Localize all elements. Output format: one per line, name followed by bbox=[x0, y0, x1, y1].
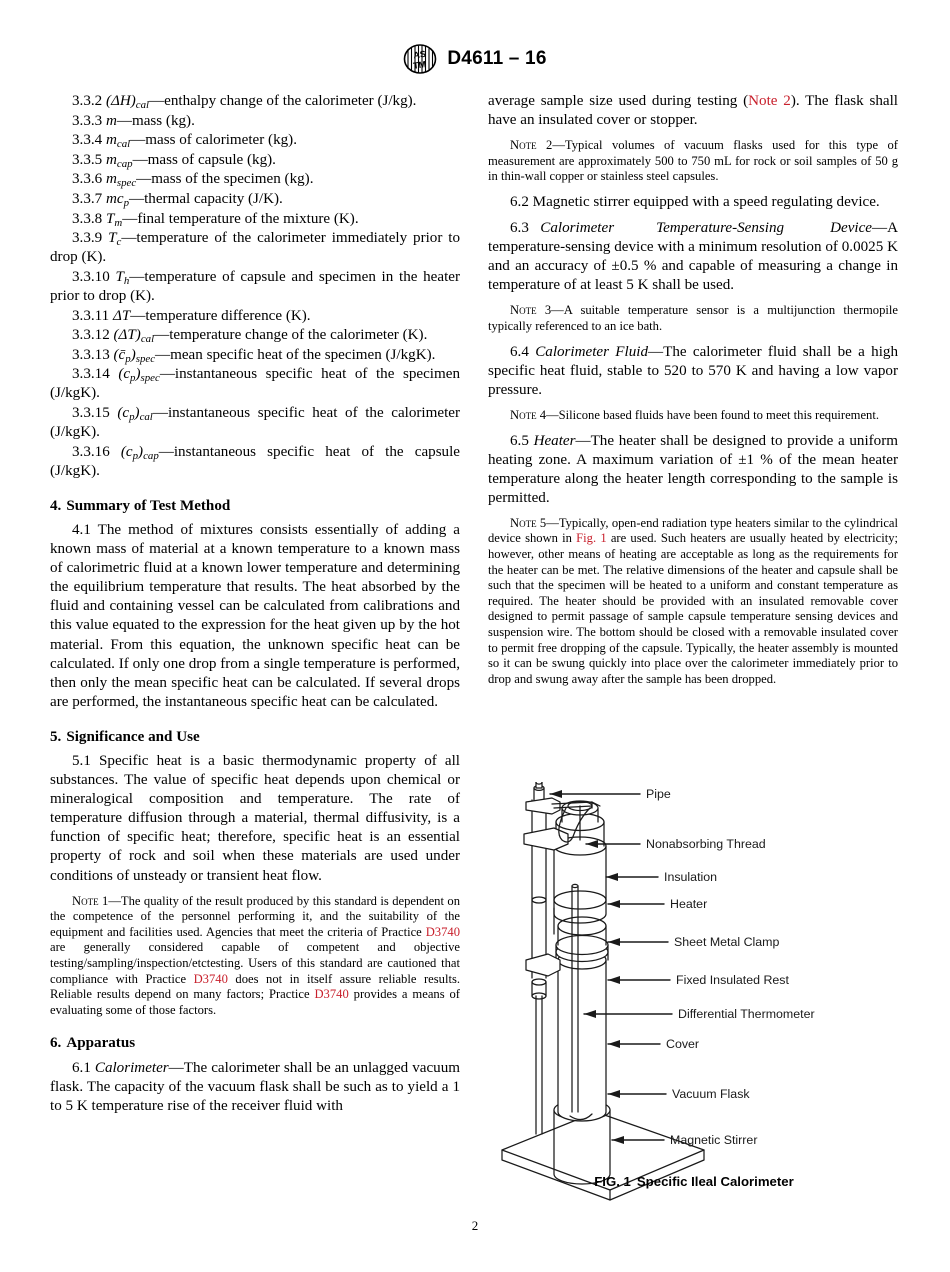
paragraph-6-5: 6.5 Heater—The heater shall be designed to provide a uniform heating zone. A maximum variation of ±1 % of the mean heater temperature along the heater length corresponding to the sample is permitted. bbox=[488, 432, 898, 506]
term-3-3-7: 3.3.7 $mc_p—thermal$ capacity (J/K). bbox=[72, 190, 283, 209]
term-3-3-2: 3.3.2 $(\Delta H)_{cal}—enthalpy$ change of the calorimeter (J/kg). bbox=[72, 93, 417, 112]
note-3: Note 3—A suitable temperature sensor is a multijunction thermopile typically referenced to an ice bath. bbox=[488, 303, 898, 334]
figure-label-sheet-metal-clamp: Sheet Metal Clamp bbox=[674, 935, 780, 949]
paragraph-6-3: 6.3 Calorimeter Temperature-Sensing Device—A temperature-sensing device with a minimum resolution of 0.0025 K and an accuracy of ±0.5 % and capable of measuring a change in temperature of at least 5 K shall be used. bbox=[488, 220, 898, 294]
term-3-3-14: 3.3.14 $(c_p)_{spec}—instantaneous$ specific heat of the specimen (J/kgK). bbox=[50, 366, 460, 402]
right-column bbox=[488, 92, 898, 695]
term-3-3-10: 3.3.10 $T_h—temperature$ of capsule and specimen in the heater prior to drop (K). bbox=[50, 268, 460, 304]
svg-text:AS: AS bbox=[413, 48, 427, 61]
term-3-3-8: 3.3.8 $T_m—final$ temperature of the mixture (K). bbox=[72, 210, 359, 229]
term-3-3-11: 3.3.11 ΔT—temperature difference (K). bbox=[72, 307, 311, 324]
paragraph-4-1: 4.1 The method of mixtures consists essentially of adding a known mass of material at a known temperature to a known mass of calorimetric fluid at a known lower temperature and determining the equilibrium temperature that results. The heat absorbed by the fluid and containing vessel can be calculated from calibrations and this value equated to the expression for the heat given up by the hot material. From this equation, the unknown specific heat can be calculated. If only one drop from a single temperature is performed, then only the mean specific heat can be calculated. If several drops are performed, the instantaneous specific heat can be calculated. bbox=[50, 521, 460, 710]
paragraph-6-1: 6.1 Calorimeter—The calorimeter shall be an unlagged vacuum flask. The capacity of the vacuum flask shall be such as to yield a 1 to 5 K temperature rise of the receiver fluid with bbox=[50, 1059, 460, 1114]
paragraph-5-1: 5.1 Specific heat is a basic thermodynamic property of all substances. The value of specific heat depends upon chemical or mineralogical composition and temperature. The rate of temperature diffusion through a material, thermal diffusivity, is a function of specific heat; therefore, specific heat is an essential property of rock and soil when these materials are used under conditions of unsteady or transient heat flow. bbox=[50, 753, 460, 884]
page-number: 2 bbox=[471, 1218, 479, 1233]
note-4: Note 4—Silicone based fluids have been found to meet this requirement. bbox=[510, 407, 879, 422]
figure-label-insulation: Insulation bbox=[664, 870, 718, 884]
figure-title: Specific Ileal Calorimeter bbox=[636, 1174, 794, 1189]
flask-cover bbox=[556, 917, 608, 962]
run-in-head-heater: Heater bbox=[533, 432, 576, 449]
term-3-3-16: 3.3.16 $(c_p)_{cap}—instantaneous$ specific heat of the capsule (J/kgK). bbox=[50, 443, 461, 479]
paragraph-6-4: 6.4 Calorimeter Fluid—The calorimeter fluid shall be a high specific heat fluid, stable to 520 to 570 K and having a low vapor pressure. bbox=[488, 343, 898, 398]
link-fig-1[interactable]: Fig. 1 bbox=[576, 531, 607, 546]
run-in-head-device: Device bbox=[830, 220, 872, 237]
note-1: Note 1—The quality of the result produced by this standard is dependent on the competence of the personnel performing it, and the suitability of the equipment and facilities used. Agencies that meet the criteria of Practice D3740 are generally considered capable of competent and objective testing/sampling/inspection/etctesting. Users of this standard are cautioned that compliance with Practice D3740 does not in itself assure reliable results. Reliable results depend on many factors; Practice D3740 provides a means of evaluating some of those factors. bbox=[50, 893, 461, 1017]
astm-logo bbox=[403, 44, 437, 74]
term-3-3-13: 3.3.13 $(c̄_p)_{spec}—mean$ specific heat of the specimen (J/kgK). bbox=[72, 346, 436, 365]
figure-label-nonabsorbing-thread: Nonabsorbing Thread bbox=[646, 837, 766, 851]
section-6-heading: 6. Apparatus bbox=[50, 1035, 136, 1052]
paragraph-6-1-continued: average sample size used during testing (Note 2). The flask shall have an insulated cover or stopper. bbox=[488, 93, 898, 129]
link-note-2[interactable]: Note 2 bbox=[748, 93, 791, 109]
link-d3740-1[interactable]: D3740 bbox=[425, 924, 460, 939]
term-3-3-6: 3.3.6 $m_{spec}—mass$ of the specimen (kg). bbox=[72, 171, 314, 190]
figure-label-magnetic-stirrer: Magnetic Stirrer bbox=[670, 1133, 758, 1147]
document-identifier: D4611 – 16 bbox=[447, 48, 547, 69]
section-5-heading: 5. Significance and Use bbox=[50, 728, 200, 745]
run-in-head-calorimeter-fluid: Calorimeter Fluid bbox=[535, 343, 649, 360]
term-3-3-9: 3.3.9 $T_c—temperature$ of the calorimeter immediately prior to drop (K). bbox=[50, 230, 460, 266]
left-column bbox=[50, 92, 460, 1116]
figure-label-fixed-insulated-rest: Fixed Insulated Rest bbox=[676, 973, 789, 987]
figure-1-specific-heat-calorimeter bbox=[488, 782, 900, 1212]
paragraph-6-2: 6.2 Magnetic stirrer equipped with a speed regulating device. bbox=[510, 193, 880, 210]
section-4-heading: 4. Summary of Test Method bbox=[50, 497, 231, 514]
figure-label-cover: Cover bbox=[666, 1037, 700, 1051]
run-in-head-calorimeter-63: Calorimeter bbox=[540, 220, 615, 237]
figure-label-pipe: Pipe bbox=[646, 787, 671, 801]
figure-number: FIG. 1 bbox=[594, 1174, 631, 1189]
run-in-head-temp-sensing: Temperature-Sensing bbox=[656, 220, 785, 237]
run-in-head-calorimeter: Calorimeter bbox=[94, 1059, 169, 1076]
link-d3740-3[interactable]: D3740 bbox=[314, 987, 349, 1002]
figure-label-differential-thermometer: Differential Thermometer bbox=[678, 1007, 815, 1021]
figure-label-vacuum-flask: Vacuum Flask bbox=[672, 1087, 750, 1101]
term-3-3-4: 3.3.4 $m_{cal}—mass$ of calorimeter (kg). bbox=[72, 132, 297, 151]
vacuum-flask-body bbox=[558, 951, 606, 1121]
term-3-3-3: 3.3.3 m—mass (kg). bbox=[72, 112, 195, 129]
figure-caption bbox=[488, 1174, 900, 1189]
link-d3740-2[interactable]: D3740 bbox=[193, 971, 228, 986]
figure-label-heater: Heater bbox=[670, 897, 708, 911]
term-3-3-15: 3.3.15 $(c_p)_{cal}—instantaneous$ specific heat of the calorimeter (J/kgK). bbox=[50, 405, 460, 441]
page-header bbox=[0, 44, 950, 74]
term-3-3-5: 3.3.5 $m_{cap}—mass$ of capsule (kg). bbox=[72, 151, 276, 170]
note-5: Note 5—Typically, open-end radiation type heaters similar to the cylindrical device shown in Fig. 1 are used. Such heaters are usually heated by electricity; however, other means of heating are acceptable as long as the requirements for the heater can be met. The relative dimensions of the heater and capsule shall be such that the specimen will be heated to a uniform and constant temperature as required. The heater should be provided with an insulated removable cover designed to permit passage of sample capsule temperature sensing devices and suspension wire. The bottom should be closed with a removable insulated cover to permit free dropping of the capsule. Typically, the heater assembly is mounted so it can be swung quickly into place over the calorimeter immediately prior to drop and swung away after the sample has been dropped. bbox=[488, 515, 898, 686]
svg-text:TM: TM bbox=[412, 59, 428, 71]
pipe bbox=[526, 782, 560, 814]
note-2: Note 2—Typical volumes of vacuum flasks used for this type of measurement are approximately 500 to 750 mL for rock or soil samples of 50 g in thin-wall copper or stainless steel capsules. bbox=[488, 138, 898, 184]
term-3-3-12: 3.3.12 $(\Delta T)_{cal}—temperature$ change of the calorimeter (K). bbox=[72, 327, 428, 346]
